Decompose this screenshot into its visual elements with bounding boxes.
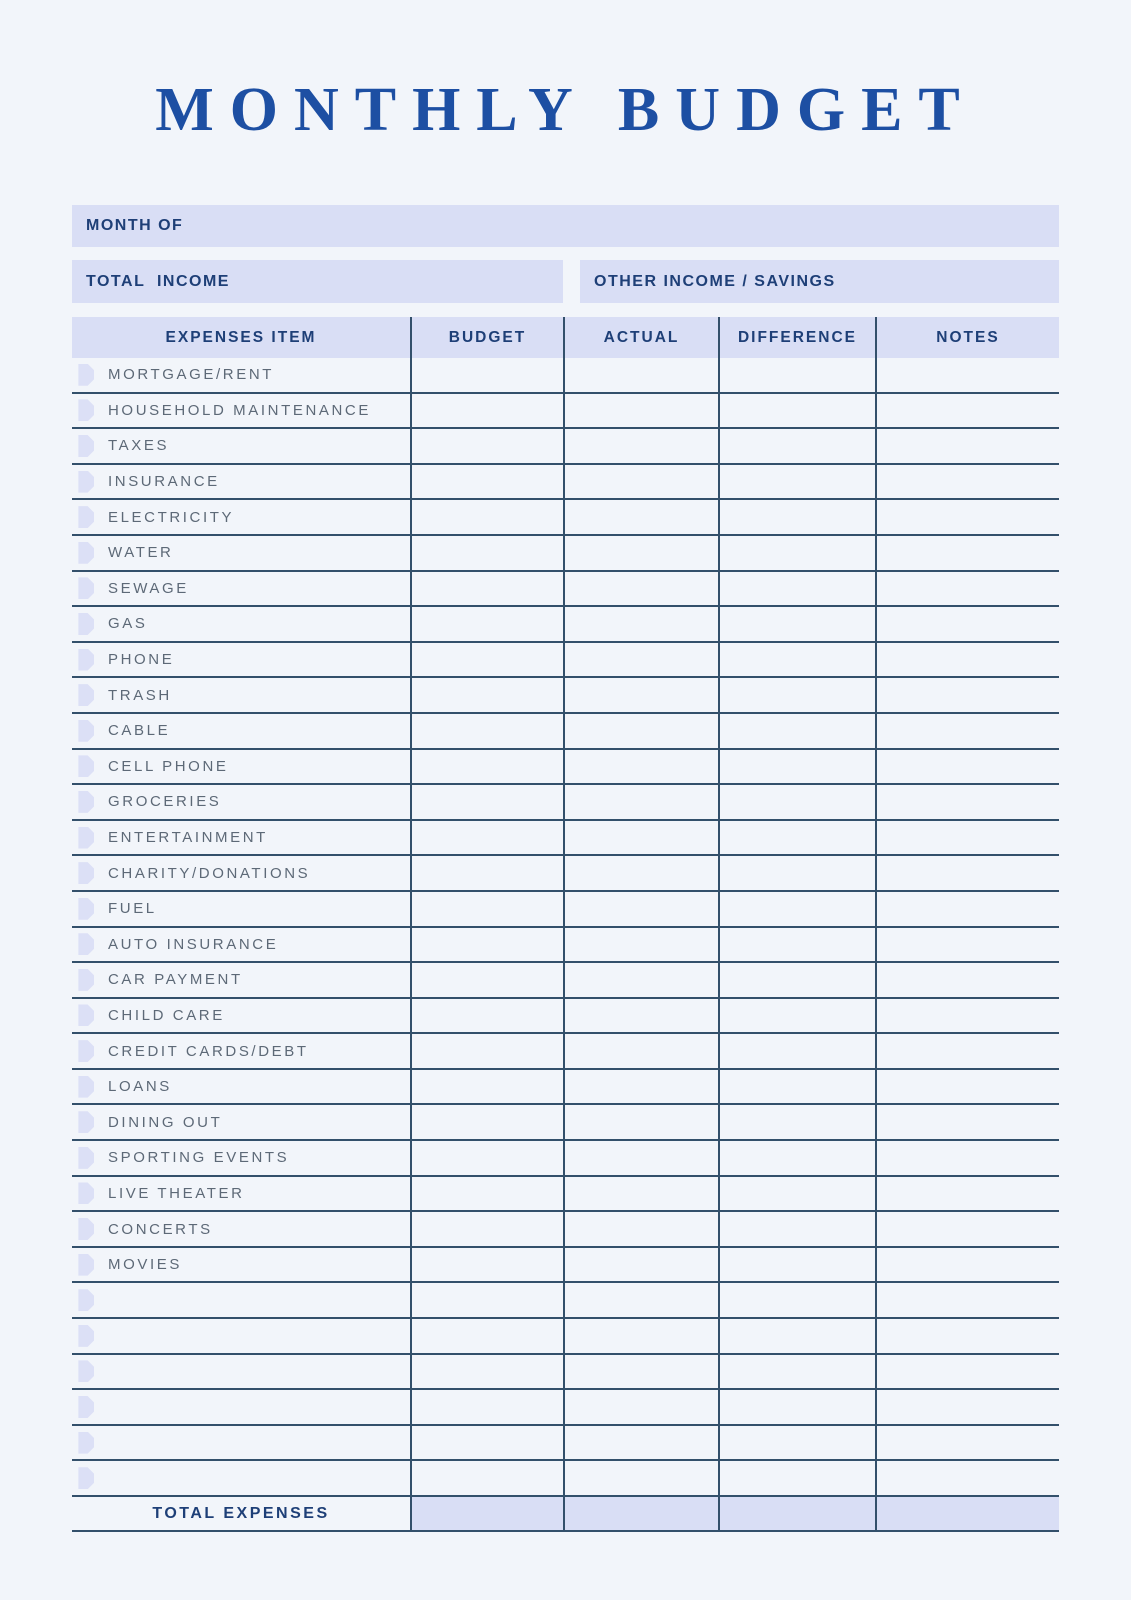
budget-cell[interactable]: [410, 1283, 563, 1319]
difference-cell[interactable]: [718, 928, 875, 964]
total-income-field[interactable]: [72, 260, 563, 303]
expense-row-label: [72, 1212, 410, 1248]
bullet-octagon-icon: [72, 1147, 94, 1169]
expense-item-label: SPORTING EVENTS: [108, 1149, 290, 1167]
bullet-octagon-icon: [72, 1360, 94, 1382]
difference-cell[interactable]: [718, 750, 875, 786]
expense-item-label: HOUSEHOLD MAINTENANCE: [108, 401, 371, 419]
expense-row-label: [72, 465, 410, 501]
budget-cell[interactable]: [410, 607, 563, 643]
notes-cell[interactable]: [875, 1390, 1059, 1426]
notes-cell[interactable]: [875, 1070, 1059, 1106]
actual-cell[interactable]: [563, 607, 718, 643]
actual-cell[interactable]: [563, 678, 718, 714]
budget-cell[interactable]: [410, 714, 563, 750]
actual-cell[interactable]: [563, 999, 718, 1035]
expense-row-label: [72, 678, 410, 714]
expense-item-label: SEWAGE: [108, 579, 189, 597]
bullet-octagon-icon: [72, 1432, 94, 1454]
other-income-label: OTHER INCOME / SAVINGS: [594, 272, 836, 290]
expense-item-label: TAXES: [108, 437, 170, 455]
difference-cell[interactable]: [718, 1283, 875, 1319]
budget-cell[interactable]: [410, 999, 563, 1035]
expense-item-label: GROCERIES: [108, 793, 222, 811]
actual-cell[interactable]: [563, 429, 718, 465]
expense-item-label: GAS: [108, 615, 148, 633]
expense-row-label: [72, 1248, 410, 1284]
notes-cell[interactable]: [875, 1034, 1059, 1070]
notes-cell[interactable]: [875, 1177, 1059, 1213]
notes-cell[interactable]: [875, 928, 1059, 964]
expense-row-label: [72, 1177, 410, 1213]
expense-row-label: [72, 856, 410, 892]
difference-cell[interactable]: [718, 678, 875, 714]
bullet-octagon-icon: [72, 1467, 94, 1489]
bullet-octagon-icon: [72, 649, 94, 671]
expense-row-label: [72, 999, 410, 1035]
expense-row-blank-label[interactable]: [72, 1426, 410, 1462]
expense-row-blank-label[interactable]: [72, 1319, 410, 1355]
budget-cell[interactable]: [410, 1461, 563, 1497]
budget-cell[interactable]: [410, 892, 563, 928]
budget-cell[interactable]: [410, 1319, 563, 1355]
difference-cell[interactable]: [718, 1355, 875, 1391]
bullet-octagon-icon: [72, 1004, 94, 1026]
actual-cell[interactable]: [563, 1355, 718, 1391]
expense-item-label: CHARITY/DONATIONS: [108, 864, 311, 882]
expense-row-blank-label[interactable]: [72, 1461, 410, 1497]
notes-cell[interactable]: [875, 500, 1059, 536]
notes-cell[interactable]: [875, 856, 1059, 892]
expense-row-label: [72, 1034, 410, 1070]
bullet-octagon-icon: [72, 613, 94, 635]
total-budget-cell[interactable]: [410, 1497, 563, 1532]
expense-item-label: FUEL: [108, 900, 157, 918]
notes-cell[interactable]: [875, 963, 1059, 999]
expense-item-label: DINING OUT: [108, 1113, 223, 1131]
actual-cell[interactable]: [563, 643, 718, 679]
expense-item-label: AUTO INSURANCE: [108, 935, 279, 953]
actual-cell[interactable]: [563, 1212, 718, 1248]
bullet-octagon-icon: [72, 1325, 94, 1347]
actual-cell[interactable]: [563, 500, 718, 536]
difference-cell[interactable]: [718, 892, 875, 928]
other-income-field[interactable]: [580, 260, 1059, 303]
budget-cell[interactable]: [410, 643, 563, 679]
actual-cell[interactable]: [563, 394, 718, 430]
budget-cell[interactable]: [410, 1355, 563, 1391]
bullet-octagon-icon: [72, 898, 94, 920]
notes-cell[interactable]: [875, 1248, 1059, 1284]
notes-cell[interactable]: [875, 465, 1059, 501]
actual-cell[interactable]: [563, 1461, 718, 1497]
expense-row-label: [72, 750, 410, 786]
notes-cell[interactable]: [875, 394, 1059, 430]
expense-row-label: [72, 714, 410, 750]
bullet-octagon-icon: [72, 435, 94, 457]
notes-cell[interactable]: [875, 821, 1059, 857]
budget-cell[interactable]: [410, 1141, 563, 1177]
budget-cell[interactable]: [410, 1034, 563, 1070]
difference-cell[interactable]: [718, 1034, 875, 1070]
bullet-octagon-icon: [72, 933, 94, 955]
budget-cell[interactable]: [410, 1426, 563, 1462]
budget-cell[interactable]: [410, 1105, 563, 1141]
actual-cell[interactable]: [563, 714, 718, 750]
budget-cell[interactable]: [410, 1248, 563, 1284]
expense-item-label: CAR PAYMENT: [108, 971, 243, 989]
actual-cell[interactable]: [563, 1177, 718, 1213]
notes-cell[interactable]: [875, 1461, 1059, 1497]
bullet-octagon-icon: [72, 471, 94, 493]
budget-cell[interactable]: [410, 1390, 563, 1426]
bullet-octagon-icon: [72, 542, 94, 564]
expense-item-label: INSURANCE: [108, 473, 220, 491]
expense-item-label: TRASH: [108, 686, 172, 704]
bullet-octagon-icon: [72, 399, 94, 421]
notes-cell[interactable]: [875, 999, 1059, 1035]
difference-cell[interactable]: [718, 643, 875, 679]
actual-cell[interactable]: [563, 785, 718, 821]
difference-cell[interactable]: [718, 1070, 875, 1106]
budget-cell[interactable]: [410, 394, 563, 430]
total-notes-cell[interactable]: [875, 1497, 1059, 1532]
bullet-octagon-icon: [72, 1111, 94, 1133]
budget-cell[interactable]: [410, 358, 563, 394]
bullet-octagon-icon: [72, 1076, 94, 1098]
total-actual-cell[interactable]: [563, 1497, 718, 1532]
notes-cell[interactable]: [875, 607, 1059, 643]
notes-cell[interactable]: [875, 1141, 1059, 1177]
difference-cell[interactable]: [718, 821, 875, 857]
difference-cell[interactable]: [718, 394, 875, 430]
budget-cell[interactable]: [410, 750, 563, 786]
budget-cell[interactable]: [410, 536, 563, 572]
notes-cell[interactable]: [875, 358, 1059, 394]
actual-cell[interactable]: [563, 572, 718, 608]
notes-cell[interactable]: [875, 429, 1059, 465]
difference-cell[interactable]: [718, 358, 875, 394]
budget-cell[interactable]: [410, 1177, 563, 1213]
budget-cell[interactable]: [410, 465, 563, 501]
expense-item-label: ENTERTAINMENT: [108, 829, 268, 847]
expense-row-label: [72, 643, 410, 679]
expense-row-label: [72, 892, 410, 928]
total-difference-cell[interactable]: [718, 1497, 875, 1532]
budget-cell[interactable]: [410, 821, 563, 857]
column-header-actual: ACTUAL: [563, 317, 718, 358]
notes-cell[interactable]: [875, 1105, 1059, 1141]
difference-cell[interactable]: [718, 465, 875, 501]
actual-cell[interactable]: [563, 1248, 718, 1284]
expense-item-label: CONCERTS: [108, 1220, 213, 1238]
difference-cell[interactable]: [718, 1319, 875, 1355]
difference-cell[interactable]: [718, 1177, 875, 1213]
expense-item-label: CHILD CARE: [108, 1006, 225, 1024]
difference-cell[interactable]: [718, 500, 875, 536]
difference-cell[interactable]: [718, 429, 875, 465]
notes-cell[interactable]: [875, 892, 1059, 928]
difference-cell[interactable]: [718, 1212, 875, 1248]
month-of-label: MONTH OF: [86, 217, 184, 234]
notes-cell[interactable]: [875, 1355, 1059, 1391]
bullet-octagon-icon: [72, 684, 94, 706]
budget-cell[interactable]: [410, 1212, 563, 1248]
actual-cell[interactable]: [563, 1319, 718, 1355]
expense-row-label: [72, 607, 410, 643]
expense-item-label: MORTGAGE/RENT: [108, 366, 275, 384]
bullet-octagon-icon: [72, 791, 94, 813]
actual-cell[interactable]: [563, 821, 718, 857]
actual-cell[interactable]: [563, 465, 718, 501]
difference-cell[interactable]: [718, 1390, 875, 1426]
difference-cell[interactable]: [718, 963, 875, 999]
expense-item-label: CREDIT CARDS/DEBT: [108, 1042, 309, 1060]
notes-cell[interactable]: [875, 1426, 1059, 1462]
budget-cell[interactable]: [410, 928, 563, 964]
expense-row-label: [72, 394, 410, 430]
bullet-octagon-icon: [72, 969, 94, 991]
actual-cell[interactable]: [563, 358, 718, 394]
expense-row-label: [72, 572, 410, 608]
budget-cell[interactable]: [410, 1070, 563, 1106]
difference-cell[interactable]: [718, 999, 875, 1035]
bullet-octagon-icon: [72, 720, 94, 742]
expense-row-label: [72, 1141, 410, 1177]
difference-cell[interactable]: [718, 607, 875, 643]
difference-cell[interactable]: [718, 536, 875, 572]
difference-cell[interactable]: [718, 1141, 875, 1177]
bullet-octagon-icon: [72, 1289, 94, 1311]
actual-cell[interactable]: [563, 928, 718, 964]
bullet-octagon-icon: [72, 862, 94, 884]
actual-cell[interactable]: [563, 1141, 718, 1177]
expense-row-label: [72, 785, 410, 821]
total-expenses-label: TOTAL EXPENSES: [72, 1497, 410, 1532]
actual-cell[interactable]: [563, 963, 718, 999]
actual-cell[interactable]: [563, 1034, 718, 1070]
expense-row-label: [72, 1105, 410, 1141]
notes-cell[interactable]: [875, 643, 1059, 679]
difference-cell[interactable]: [718, 714, 875, 750]
budget-cell[interactable]: [410, 572, 563, 608]
page-title: MONTHLY BUDGET: [155, 76, 976, 144]
actual-cell[interactable]: [563, 892, 718, 928]
expense-item-label: WATER: [108, 544, 174, 562]
difference-cell[interactable]: [718, 856, 875, 892]
budget-cell[interactable]: [410, 678, 563, 714]
bullet-octagon-icon: [72, 755, 94, 777]
notes-cell[interactable]: [875, 1212, 1059, 1248]
actual-cell[interactable]: [563, 1283, 718, 1319]
expense-row-blank-label[interactable]: [72, 1355, 410, 1391]
actual-cell[interactable]: [563, 856, 718, 892]
bullet-octagon-icon: [72, 1396, 94, 1418]
bullet-octagon-icon: [72, 1040, 94, 1062]
actual-cell[interactable]: [563, 1105, 718, 1141]
bullet-octagon-icon: [72, 827, 94, 849]
column-header-expenses-item: EXPENSES ITEM: [72, 317, 410, 358]
expense-item-label: CELL PHONE: [108, 757, 229, 775]
budget-cell[interactable]: [410, 429, 563, 465]
notes-cell[interactable]: [875, 785, 1059, 821]
income-row: [72, 260, 1059, 303]
expense-row-label: [72, 928, 410, 964]
expense-row-label: [72, 536, 410, 572]
expense-item-label: CABLE: [108, 722, 171, 740]
expense-row-blank-label[interactable]: [72, 1283, 410, 1319]
actual-cell[interactable]: [563, 1070, 718, 1106]
notes-cell[interactable]: [875, 714, 1059, 750]
bullet-octagon-icon: [72, 364, 94, 386]
notes-cell[interactable]: [875, 678, 1059, 714]
expense-row-label: [72, 821, 410, 857]
difference-cell[interactable]: [718, 1248, 875, 1284]
expense-item-label: ELECTRICITY: [108, 508, 235, 526]
actual-cell[interactable]: [563, 1390, 718, 1426]
difference-cell[interactable]: [718, 572, 875, 608]
notes-cell[interactable]: [875, 536, 1059, 572]
budget-cell[interactable]: [410, 785, 563, 821]
bullet-octagon-icon: [72, 1182, 94, 1204]
column-header-difference: DIFFERENCE: [718, 317, 875, 358]
expense-row-label: [72, 963, 410, 999]
notes-cell[interactable]: [875, 572, 1059, 608]
expense-row-label: [72, 500, 410, 536]
difference-cell[interactable]: [718, 1105, 875, 1141]
difference-cell[interactable]: [718, 1426, 875, 1462]
budget-cell[interactable]: [410, 963, 563, 999]
bullet-octagon-icon: [72, 1254, 94, 1276]
difference-cell[interactable]: [718, 785, 875, 821]
budget-cell[interactable]: [410, 500, 563, 536]
expense-row-blank-label[interactable]: [72, 1390, 410, 1426]
actual-cell[interactable]: [563, 750, 718, 786]
difference-cell[interactable]: [718, 1461, 875, 1497]
bullet-octagon-icon: [72, 577, 94, 599]
expense-row-label: [72, 1070, 410, 1106]
column-header-notes: NOTES: [875, 317, 1059, 358]
expense-item-label: LIVE THEATER: [108, 1184, 245, 1202]
total-income-label: TOTAL INCOME: [86, 272, 230, 290]
expenses-table: [72, 317, 1059, 1532]
actual-cell[interactable]: [563, 536, 718, 572]
expense-item-label: LOANS: [108, 1078, 172, 1096]
notes-cell[interactable]: [875, 750, 1059, 786]
bullet-octagon-icon: [72, 506, 94, 528]
expense-item-label: PHONE: [108, 651, 175, 669]
expense-row-label: [72, 358, 410, 394]
notes-cell[interactable]: [875, 1283, 1059, 1319]
expense-row-label: [72, 429, 410, 465]
notes-cell[interactable]: [875, 1319, 1059, 1355]
column-header-budget: BUDGET: [410, 317, 563, 358]
expense-item-label: MOVIES: [108, 1256, 182, 1274]
budget-cell[interactable]: [410, 856, 563, 892]
actual-cell[interactable]: [563, 1426, 718, 1462]
month-of-field[interactable]: [72, 205, 1059, 247]
bullet-octagon-icon: [72, 1218, 94, 1240]
